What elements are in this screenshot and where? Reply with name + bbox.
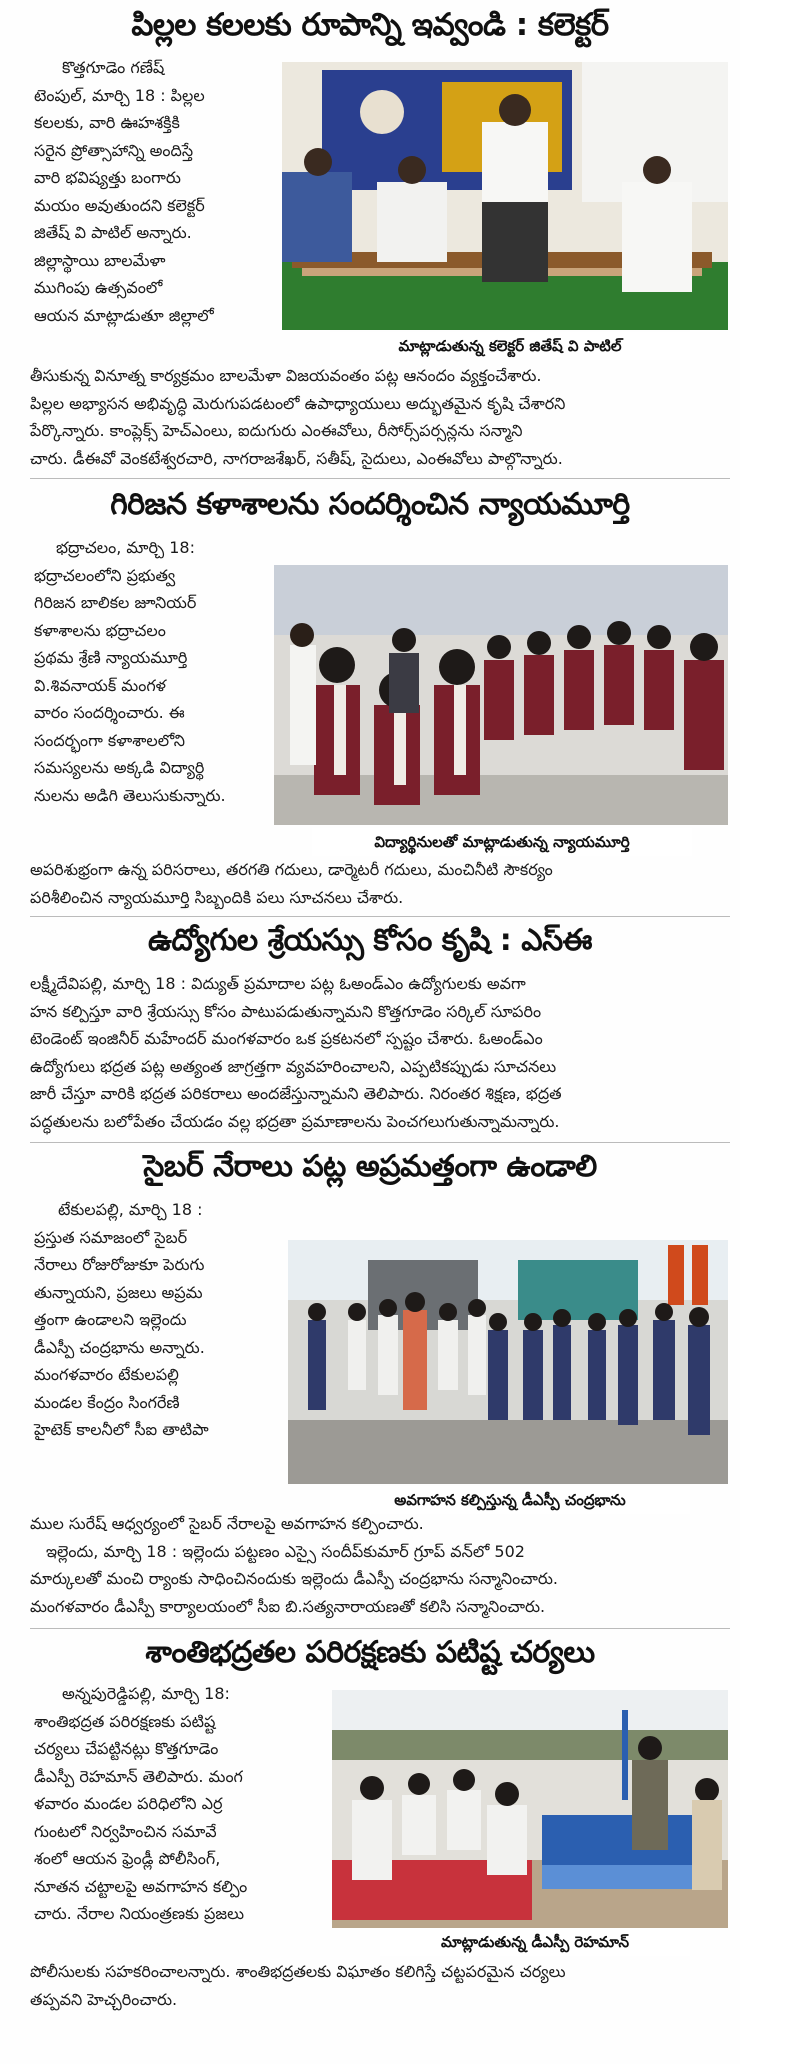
text-line: పిల్లల అభ్యాసన అభివృద్ధి మెరుగుపడటంలో ఉపాధ్యాయులు అద్భుతమైన కృషి చేశారని (30, 393, 566, 413)
text-line: టేకులపల్లి, మార్చి 18 : (58, 1200, 203, 1219)
text-line: సమస్యలను అక్కడి విద్యార్థి (34, 758, 205, 777)
divider (30, 1142, 730, 1143)
caption-judge: విద్యార్థినులతో మాట్లాడుతున్న న్యాయమూర్తి (312, 828, 692, 856)
photo-cyber-illustration (288, 1240, 728, 1484)
photo-collector-illustration (282, 62, 728, 330)
headline-cyber: సైబర్ నేరాలు పట్ల అప్రమత్తంగా ఉండాలి (143, 1149, 597, 1184)
text-line: కళాశాలను భద్రాచలం (34, 620, 166, 640)
photo-police-illustration (332, 1690, 728, 1928)
text-line: ఇల్లెందు, మార్చి 18 : ఇల్లెందు పట్టణం ఎస్సై సందీప్‌కుమార్ గ్రూప్ వన్‌లో 502 (46, 1541, 525, 1561)
text-line: తీసుకున్న వినూత్న కార్యక్రమం బాలమేళా విజయవంతం పట్ల ఆనందం వ్యక్తంచేశారు. (30, 366, 542, 385)
text-line: గుంటలో నిర్వహించిన సమావే (34, 1821, 217, 1841)
text-line: పోలీసులకు సహకరించాలన్నారు. శాంతిభద్రతలకు విఘాతం కలిగిస్తే చట్టపరమైన చర్యలు (30, 1962, 566, 1981)
text-line: జితేష్ వి పాటిల్ అన్నారు. (34, 223, 192, 242)
text-line: ముగింపు ఉత్సవంలో (34, 278, 163, 297)
text-line: హన కల్పిస్తూ వారి శ్రేయస్సు కోసం పాటుపడుతున్నామని కొత్తగూడెం సర్కిల్ సూపరిం (30, 1001, 542, 1021)
text-line: త్తంగా ఉండాలని ఇల్లెందు (34, 1310, 187, 1329)
text-line: మార్కులతో మంచి ర్యాంకు సాధించినందుకు ఇల్లెందు డీఎస్పీ చంద్రభాను సన్మానించారు. (30, 1569, 558, 1588)
text-line: సరైన ప్రోత్సాహాన్ని అందిస్తే (34, 140, 194, 160)
text-line: చారు. నేరాల నియంత్రణకు ప్రజలు (34, 1904, 245, 1923)
text-line: ప్రథమ శ్రేణి న్యాయమూర్తి (34, 648, 188, 667)
article-collector-body (30, 362, 730, 472)
divider (30, 478, 730, 479)
divider (30, 1628, 730, 1629)
headline-police: శాంతిభద్రతల పరిరక్షణకు పటిష్ట చర్యలు (145, 1635, 595, 1670)
text-line: నూతన చట్టాలపై అవగాహన కల్పిం (34, 1876, 248, 1896)
text-line: భద్రాచలంలోని ప్రభుత్వ (34, 565, 176, 585)
text-line: సందర్భంగా కళాశాలలోని (34, 730, 185, 750)
headline-collector: పిల్లల కలలకు రూపాన్ని ఇవ్వండి : కలెక్టర్ (131, 7, 609, 43)
caption-cyber: అవగాహన కల్పిస్తున్న డీఎస్పీ చంద్రభాను (330, 1486, 690, 1514)
photo-judge-illustration (274, 565, 728, 825)
text-line: గిరిజన బాలికల జూనియర్ (34, 593, 197, 612)
text-line: అన్నపురెడ్డిపల్లి, మార్చి 18: (62, 1684, 230, 1703)
text-line: జిల్లాస్థాయి బాలమేళా (34, 250, 166, 270)
text-line: టెండెంట్ ఇంజినీర్ మహేందర్ మంగళవారం ఒక ప్రకటనలో స్పష్టం చేశారు. ఓఅండ్ఎం (30, 1029, 543, 1048)
text-line: ఉద్యోగులు భద్రత పట్ల అత్యంత జాగ్రత్తగా వ్యవహరించాలని, ఎప్పటికప్పుడు సూచనలు (30, 1056, 557, 1076)
divider (30, 916, 730, 917)
photo-collector (282, 62, 728, 330)
text-line: వారం సందర్శించారు. ఈ (34, 703, 185, 722)
article-police-column (34, 1680, 320, 1928)
caption-police: మాట్లాడుతున్న డీఎస్పీ రెహమాన్ (380, 1928, 690, 1956)
text-line: పద్ధతులను బలోపేతం చేయడం వల్ల భద్రతా ప్రమాణాలను పెంచగలుగుతున్నామన్నారు. (30, 1111, 560, 1131)
text-line: అపరిశుభ్రంగా ఉన్న పరిసరాలు, తరగతి గదులు, డార్మెటరీ గదులు, మంచినీటి సౌకర్యం (30, 860, 553, 879)
headline-judge: గిరిజన కళాశాలను సందర్శించిన న్యాయమూర్తి (110, 487, 630, 522)
text-line: ప్రస్తుత సమాజంలో సైబర్ (34, 1227, 188, 1247)
text-line: వి.శివనాయక్ మంగళ (34, 675, 166, 695)
text-line: చర్యలు చేపట్టినట్లు కొత్తగూడెం (34, 1739, 219, 1758)
article-police-body (30, 1958, 730, 2013)
text-line: పరిశీలించిన న్యాయమూర్తి సిబ్బందికి పలు సూచనలు చేశారు. (30, 887, 404, 907)
article-judge-column (34, 534, 270, 809)
headline-employees: ఉద్యోగుల శ్రేయస్సు కోసం కృషి : ఎస్ఈ (148, 923, 592, 958)
text-line: మంగళవారం టేకులపల్లి (34, 1365, 179, 1384)
photo-police (332, 1690, 728, 1928)
text-line: తున్నాయని, ప్రజలు అప్రమ (34, 1282, 203, 1302)
text-line: నులను అడిగి తెలుసుకున్నారు. (34, 785, 226, 805)
text-line: శాంతిభద్రత పరిరక్షణకు పటిష్ట (34, 1711, 216, 1731)
text-line: వారి భవిష్యత్తు బంగారు (34, 168, 181, 187)
text-line: లక్ష్మీదేవిపల్లి, మార్చి 18 : విద్యుత్ ప్రమాదాల పట్ల ఓఅండ్ఎం ఉద్యోగులకు అవగా (30, 974, 526, 993)
text-line: డీఎస్పీ రెహమాన్ తెలిపారు. మంగ (34, 1766, 243, 1786)
text-line: భద్రాచలం, మార్చి 18: (56, 538, 195, 557)
text-line: కలలకు, వారి ఊహశక్తికి (34, 113, 180, 132)
text-line: చారు. డీఈవో వెంకటేశ్వరచారి, నాగరాజశేఖర్, సతీష్, సైదులు, ఎంఈవోలు పాల్గొన్నారు. (30, 448, 563, 468)
photo-judge (274, 565, 728, 825)
text-line: నేరాలు రోజురోజుకూ పెరుగు (34, 1255, 205, 1274)
text-line: పేర్కొన్నారు. కాంప్లెక్స్ హెచ్ఎంలు, ఐదుగురు ఎంఈవోలు, రీసోర్స్‌పర్సన్లను సన్మాని (30, 421, 523, 440)
text-line: మంగళవారం డీఎస్పీ కార్యాలయంలో సీఐ బి.సత్యనారాయణతో కలిసి సన్మానించారు. (30, 1596, 546, 1616)
caption-collector: మాట్లాడుతున్న కలెక్టర్ జితేష్ వి పాటిల్ (330, 332, 690, 360)
photo-cyber (288, 1240, 728, 1484)
article-cyber-column (34, 1196, 270, 1444)
text-line: టెంపుల్, మార్చి 18 : పిల్లల (34, 85, 205, 105)
text-line: జారీ చేస్తూ వారికి భద్రత పరికరాలు అందజేస్తున్నామని తెలిపారు. నిరంతర శిక్షణ, భద్రత (30, 1084, 562, 1103)
text-line: డీఎస్పీ చంద్రభాను అన్నారు. (34, 1337, 205, 1357)
text-line: ళవారం మండల పరిధిలోని ఎర్ర (34, 1794, 223, 1813)
text-line: ముల సురేష్ ఆధ్వర్యంలో సైబర్ నేరాలపై అవగాహన కల్పించారు. (30, 1514, 424, 1533)
text-line: మయం అవుతుందని కలెక్టర్ (34, 195, 205, 215)
text-line: మండల కేంద్రం సింగరేణి (34, 1392, 180, 1412)
text-line: తప్పవని హెచ్చరించారు. (30, 1989, 178, 2009)
article-cyber-body (30, 1510, 730, 1620)
article-employees-body (30, 970, 730, 1135)
text-line: కొత్తగూడెం గణేష్ (62, 58, 165, 77)
text-line: శంలో ఆయన ఫ్రెండ్లీ పోలీసింగ్, (34, 1849, 221, 1868)
article-judge-body (30, 856, 730, 911)
article-collector-column (34, 54, 270, 329)
text-line: ఆయన మాట్లాడుతూ జిల్లాలో (34, 305, 214, 325)
text-line: హైటెక్ కాలనీలో సీఐ తాటిపా (34, 1420, 209, 1439)
